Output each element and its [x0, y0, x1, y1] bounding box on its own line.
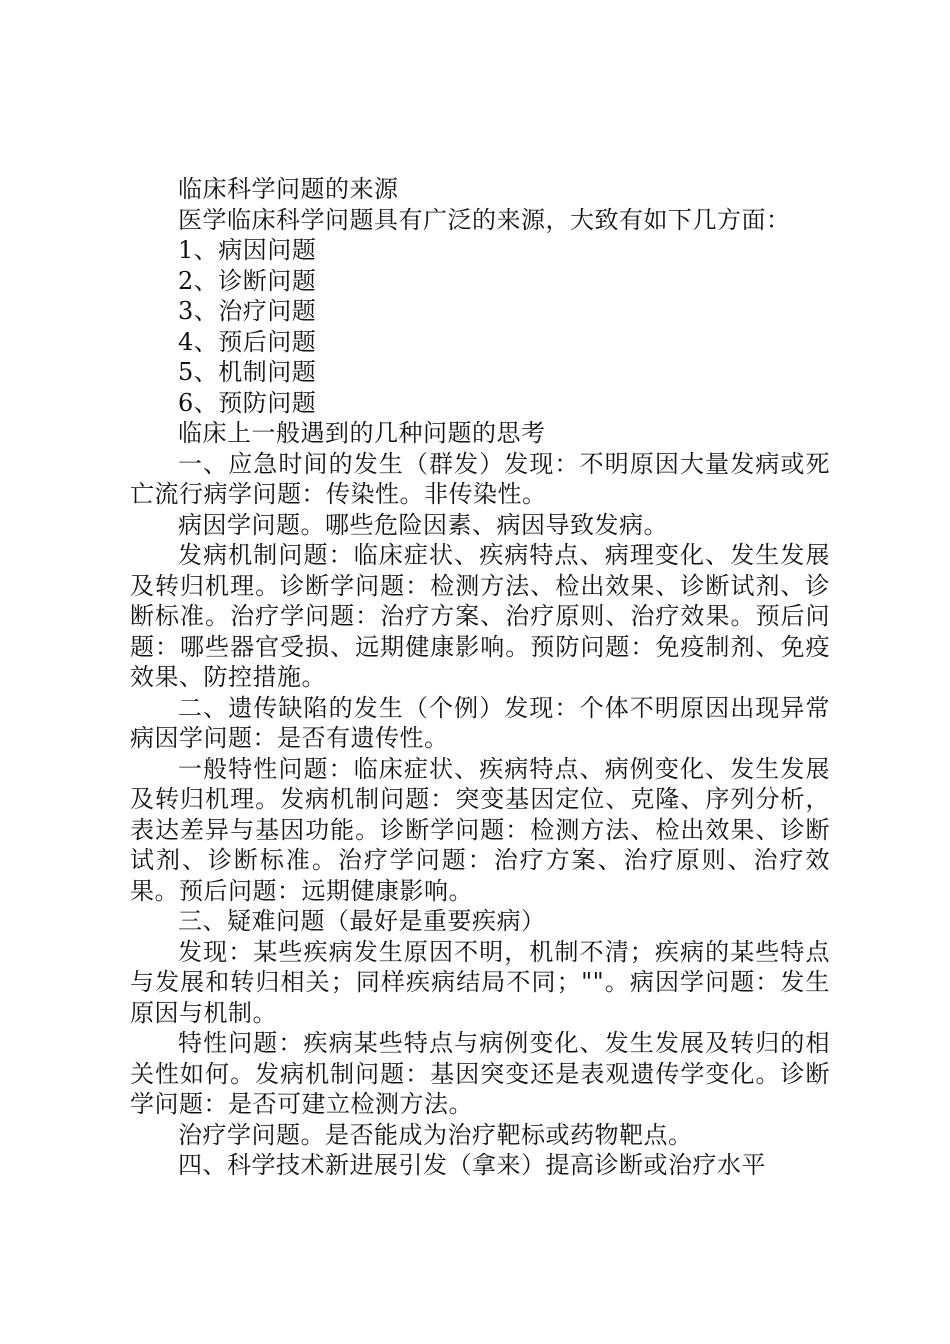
- list-item: 3、治疗问题: [178, 297, 317, 325]
- list-item: 5、机制问题: [178, 358, 317, 386]
- list-item: 6、预防问题: [178, 388, 317, 417]
- paragraph: 发病机制问题：临床症状、疾病特点、病理变化、发生发展及转归机理。诊断学问题：检测方法、检出效果、诊断试剂、诊断标准。治疗学问题：治疗方案、治疗原则、治疗效果。预后问题：哪些器官受损、远期健康影响。预防问题：免疫制剂、免疫效果、防控措施。: [130, 541, 830, 691]
- paragraph: 医学临床科学问题具有广泛的来源，大致有如下几方面：: [178, 205, 791, 234]
- list-item: 2、诊断问题: [178, 266, 317, 295]
- paragraph: 一般特性问题：临床症状、疾病特点、病例变化、发生发展及转归机理。发病机制问题：突变基因定位、克隆、序列分析，表达差异与基因功能。诊断学问题：检测方法、检出效果、诊断试剂、诊断标准。治疗学问题：治疗方案、治疗原则、治疗效果。预后问题：远期健康影响。: [130, 754, 830, 905]
- section-title: 临床上一般遇到的几种问题的思考: [178, 419, 546, 447]
- paragraph: 发现：某些疾病发生原因不明，机制不清；疾病的某些特点与发展和转归相关；同样疾病结局不同；""。病因学问题：发生原因与机制。: [130, 937, 830, 1027]
- paragraph: 治疗学问题。是否能成为治疗靶标或药物靶点。: [178, 1120, 693, 1149]
- list-item: 4、预后问题: [178, 327, 317, 356]
- document-body: [130, 174, 830, 1181]
- paragraph: 二、遗传缺陷的发生（个例）发现：个体不明原因出现异常病因学问题：是否有遗传性。: [130, 693, 830, 752]
- paragraph: 病因学问题。哪些危险因素、病因导致发病。: [178, 510, 668, 539]
- section-title: 临床科学问题的来源: [178, 175, 399, 203]
- paragraph: 三、疑难问题（最好是重要疾病）: [178, 907, 546, 935]
- paragraph: 四、科学技术新进展引发（拿来）提高诊断或治疗水平: [178, 1151, 766, 1179]
- paragraph: 特性问题：疾病某些特点与病例变化、发生发展及转归的相关性如何。发病机制问题：基因突变还是表观遗传学变化。诊断学问题：是否可建立检测方法。: [130, 1029, 830, 1118]
- paragraph: 一、应急时间的发生（群发）发现：不明原因大量发病或死亡流行病学问题：传染性。非传染性。: [130, 449, 830, 508]
- list-item: 1、病因问题: [178, 236, 317, 264]
